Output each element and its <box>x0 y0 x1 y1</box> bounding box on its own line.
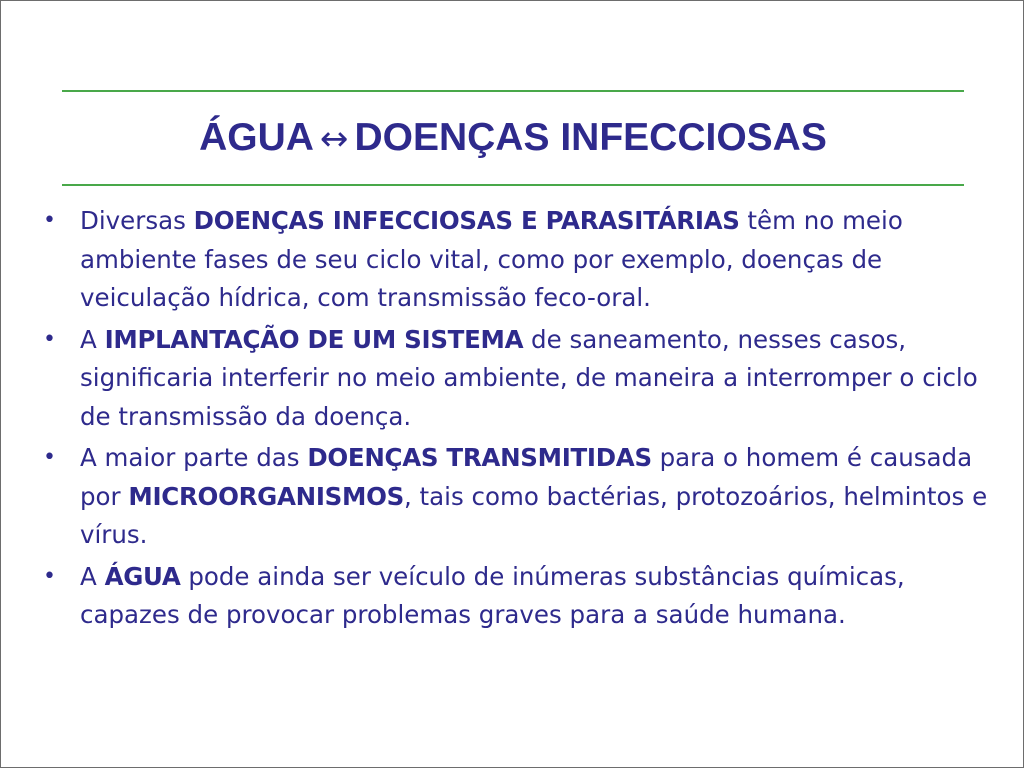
bullet-text: para o homem é causada por <box>80 443 973 511</box>
bullet-icon: • <box>43 445 56 470</box>
bullet-text: Diversas <box>80 206 194 235</box>
bullet-emphasis: IMPLANTAÇÃO DE UM SISTEMA <box>104 324 524 354</box>
bullet-emphasis: DOENÇAS TRANSMITIDAS <box>307 443 652 472</box>
bullet-item-4 <box>41 558 991 635</box>
bullet-emphasis: DOENÇAS INFECCIOSAS E PARASITÁRIAS <box>193 206 740 235</box>
bullet-text: pode ainda ser veículo de inúmeras substâncias químicas, capazes de provocar problemas graves para a saúde humana. <box>80 561 905 629</box>
bullet-text: , tais como bactérias, protozoários, helmintos e vírus. <box>80 481 988 549</box>
bullet-list <box>41 202 991 638</box>
bullet-text: têm no meio ambiente fases de seu ciclo vital, como por exemplo, doenças de veiculação hídrica, com transmissão feco-oral. <box>80 206 903 312</box>
double-arrow-icon: ↔ <box>319 119 349 159</box>
bullet-item-3 <box>41 439 991 555</box>
bullet-text: de saneamento, nesses casos, significaria interferir no meio ambiente, de maneira a interromper o ciclo de transmissão da doença. <box>80 324 978 431</box>
title-diseases: DOENÇAS INFECCIOSAS <box>354 116 827 159</box>
bullet-icon: • <box>43 326 56 352</box>
bullet-text: A <box>80 324 105 354</box>
slide-title <box>62 113 964 164</box>
bullet-icon: • <box>43 563 56 589</box>
bullet-item-1 <box>41 202 991 318</box>
bullet-text: A maior parte das <box>80 443 308 472</box>
bullet-emphasis: ÁGUA <box>104 561 181 591</box>
bullet-item-2 <box>41 321 991 437</box>
bullet-icon: • <box>43 208 56 233</box>
bullet-emphasis: MICROORGANISMOS <box>128 481 404 511</box>
title-top-rule <box>62 90 964 92</box>
title-water: ÁGUA <box>199 116 314 159</box>
title-bottom-rule <box>62 184 964 186</box>
bullet-text: A <box>80 561 105 591</box>
